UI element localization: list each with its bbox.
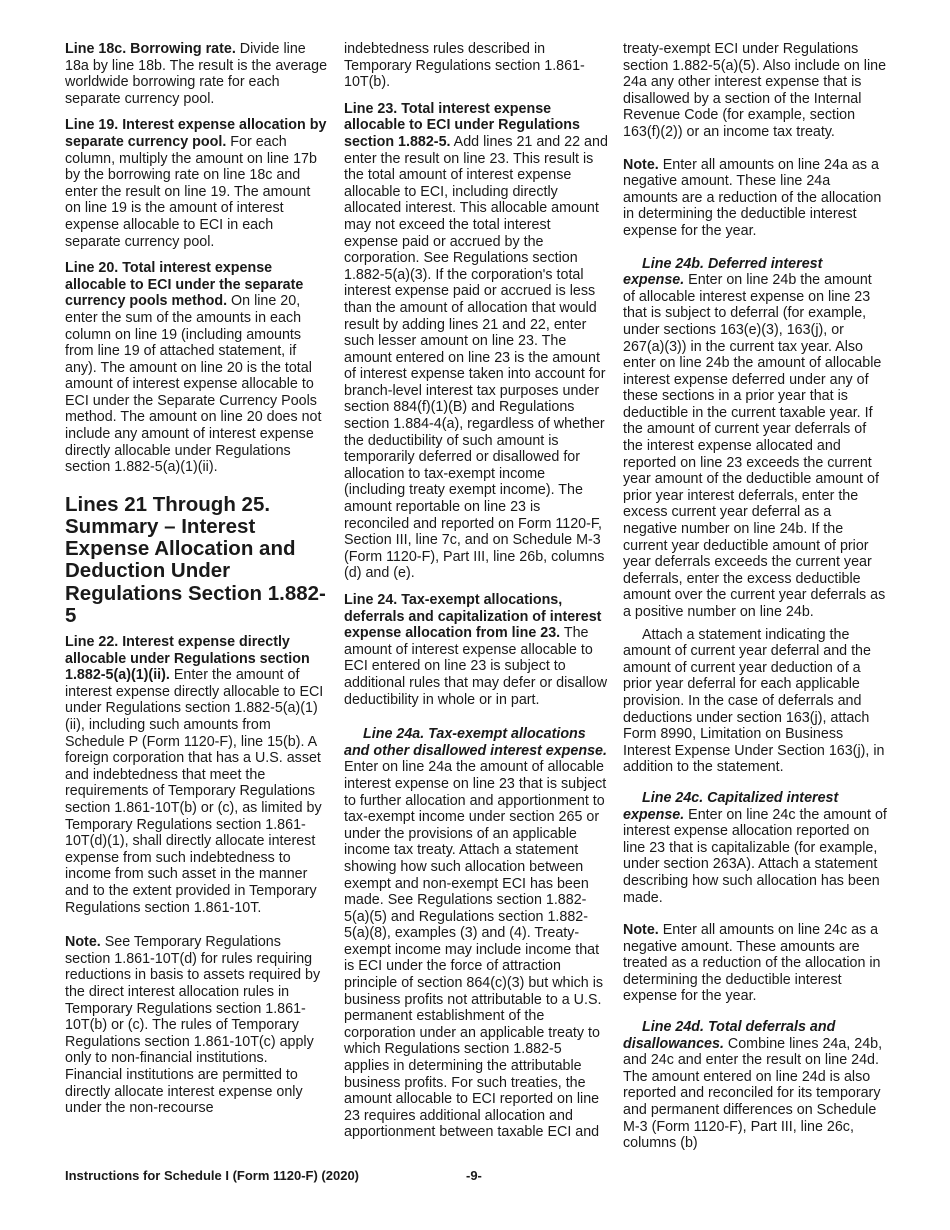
note-paragraph-24c	[623, 922, 887, 1005]
paragraph-text: Combine lines 24a, 24b, and 24c and enter the result on line 24d. The amount entered on line 24d is also reported and reconciled for its temporary and permanent differences on Schedule M-3 (Form 1120-F), Part III, line 26c, columns (b)	[623, 1035, 883, 1152]
paragraph-heading: Line 24b. Deferred interest expense.	[623, 255, 823, 289]
paragraph-heading: Line 20. Total interest expense allocable to ECI under the separate currency pools method.	[65, 260, 304, 310]
paragraph-line-24d	[623, 1019, 887, 1152]
paragraph-text: On line 20, enter the sum of the amounts in each column on line 19 (including amounts from line 19 of attached statement, if any). The amount on line 20 is the total amount of interest expense allocable to ECI under the Separate Currency Pools method. The amount on line 20 does not include any amount of interest expense directly allocable under Regulations section 1.882-5(a)(1)(ii).	[65, 293, 322, 476]
paragraph-attach-statement: Attach a statement indicating the amount of current year deferral and the amount of current year deduction of a prior year deferral for each applicable provision. In the case of deferrals and deductions under section 163(j), attach Form 8990, Limitation on Business Interest Expense Under Section 163(j), in addition to the statement.	[623, 626, 885, 776]
paragraph-heading: Line 19. Interest expense allocation by separate currency pool.	[65, 117, 327, 150]
paragraph-text: Enter on line 24a the amount of allocable interest expense on line 23 that is subject to further allocation and apportionment to tax-exempt income under section 265 or under the provisions of an applicable income tax treaty. Attach a statement showing how such allocation between exempt and non-exempt ECI has been made. See Regulations section 1.882-5(a)(5) and Regulations section 1.882-5(a)(8), examples (3) and (4). Treaty-exempt income may include income that is ECI under the force of attraction principle of section 864(c)(3) but which is business profits not attributable to a U.S. permanent establishment of the corporation under an applicable treaty to which Regulations section 1.882-5 applies in determining the attributable business profits. For such treaties, the amount allocable to ECI reported on line 23 requires additional allocation and apportionment between taxable ECI and	[344, 759, 607, 1141]
paragraph-line-18c	[65, 41, 328, 107]
paragraph-text: Divide line 18a by line 18b. The result is the average worldwide borrowing rate for each separate currency pool.	[65, 41, 328, 107]
paragraph-line-19	[65, 117, 328, 250]
paragraph-heading: Line 24d. Total deferrals and disallowances.	[623, 1019, 836, 1052]
paragraph-text: The amount of interest expense allocable to ECI entered on line 23 is subject to additional rules that may defer or disallow deductibility in whole or in part.	[344, 625, 608, 708]
paragraph-heading: Line 23. Total interest expense allocable to ECI under Regulations section 1.882-5.	[344, 100, 580, 150]
note-label: Note.	[623, 922, 659, 939]
footer-title: Instructions for Schedule I (Form 1120-F) (2020)	[65, 1168, 360, 1183]
paragraph-heading: Line 18c. Borrowing rate.	[65, 41, 236, 57]
paragraph-text: Enter all amounts on line 24a as a negative amount. These line 24a amounts are a reduction of the allocation in determining the deductible interest expense for the year.	[623, 156, 882, 239]
paragraph-line-24b	[623, 256, 887, 621]
paragraph-text: Enter on line 24b the amount of allocable interest expense on line 23 that is subject to deferral (for example, under sections 163(e)(3), 163(j), or 267(a)(3)) in the current tax year. Also enter on line 24b the amount of allocable interest expense deferred under any of these sections in a prior year that is deductible in the current taxable year. If the amount of current year deferrals of the interest expense allocated and reported on line 23 exceeds the current year amount of the deductible amount of prior year interest deferrals, enter the excess current year deferral as a negative number on line 24b. If the current year deductible amount of prior year deferrals exceeds the current year deferrals, enter the excess deductible amount over the current year deferrals as a positive number on line 24b.	[623, 272, 886, 620]
paragraph-heading: Line 24a. Tax-exempt allocations and other disallowed interest expense.	[344, 726, 607, 759]
note-paragraph	[65, 934, 328, 1117]
column-middle	[344, 41, 608, 1151]
paragraph-heading: Line 24c. Capitalized interest expense.	[623, 789, 839, 823]
paragraph-text: Add lines 21 and 22 and enter the result on line 23. This result is the total amount of interest expense allocable to ECI, including directly allocated interest. This allocable amount may not exceed the total interest expense paid or accrued by the corporation. See Regulations section 1.882-5(a)(3). If the corporation's total interest expense paid or accrued is less than the amount of allocation that would result by adding lines 21 and 22, enter such lesser amount on line 23. The amount entered on line 23 is the amount of interest expense taken into account for branch-level interest tax purposes under section 884(f)(1)(B) and Regulations section 1.884-4(a), regardless of whether the deductibility of such amount is temporarily deferred or disallowed for allocation to tax-exempt income (including treaty exempt income). The amount reportable on line 23 is reconciled and reported on Form 1120-F, Section III, line 7c, and on Schedule M-3 (Form 1120-F), Part III, line 26b, columns (d) and (e).	[344, 133, 608, 582]
column-left	[65, 41, 328, 1127]
paragraph-line-20	[65, 260, 328, 476]
note-label: Note.	[65, 934, 101, 951]
paragraph-line-24c	[623, 790, 887, 906]
paragraph-text: Enter the amount of interest expense directly allocable to ECI under Regulations section 1.882-5(a)(1)(ii), including such amounts from Schedule P (Form 1120-F), line 15(b). A foreign corporation that has a U.S. asset and indebtedness that meet the requirements of Temporary Regulations section 1.861-10T(b) or (c), as limited by Temporary Regulations section 1.861-10T(d)(1), shall directly allocate interest expense from such indebtedness to income from such asset in the manner and to the extent provided in Temporary Regulations section 1.861-10T.	[65, 667, 324, 916]
paragraph-text: See Temporary Regulations section 1.861-10T(d) for rules requiring reductions in basis to assets required by the direct interest allocation rules in Temporary Regulations section 1.861-10T(b) or (c). The rules of Temporary Regulations section 1.861-10T(c) apply only to non-financial institutions. Financial institutions are permitted to directly allocate interest expense only under the non-recourse	[65, 934, 321, 1117]
paragraph-text: Enter on line 24c the amount of interest expense allocation reported on line 23 that is capitalizable (for example, under section 263A). Attach a statement describing how such allocation has been made.	[623, 806, 887, 906]
paragraph-continuation: indebtedness rules described in Temporary Regulations section 1.861-10T(b).	[344, 41, 585, 91]
column-right	[623, 41, 887, 1162]
paragraph-line-24	[344, 592, 608, 708]
paragraph-line-24a	[344, 726, 608, 1141]
paragraph-continuation: treaty-exempt ECI under Regulations section 1.882-5(a)(5). Also include on line 24a any other interest expense that is disallowed by a section of the Internal Revenue Code (for example, section 163(f)(2)) or an income tax treaty.	[623, 41, 887, 140]
page-number: -9-	[466, 1168, 482, 1183]
paragraph-line-23	[344, 101, 608, 582]
note-paragraph-24a	[623, 157, 887, 240]
paragraph-text: Enter all amounts on line 24c as a negative amount. These amounts are treated as a reduction of the allocation in determining the deductible interest expense for the year.	[623, 922, 881, 1005]
section-heading: Lines 21 Through 25. Summary – Interest Expense Allocation and Deduction Under Regulations Section 1.882-5	[65, 492, 326, 627]
paragraph-text: For each column, multiply the amount on line 17b by the borrowing rate on line 18c and enter the result on line 19. The amount on line 19 is the amount of interest expense allocable to ECI in each separate currency pool.	[65, 133, 317, 250]
paragraph-heading: Line 24. Tax-exempt allocations, deferrals and capitalization of interest expense allocation from line 23.	[344, 592, 602, 642]
paragraph-heading: Line 22. Interest expense directly allocable under Regulations section 1.882-5(a)(1)(ii).	[65, 634, 310, 684]
paragraph-line-22	[65, 634, 328, 916]
note-label: Note.	[623, 156, 659, 173]
